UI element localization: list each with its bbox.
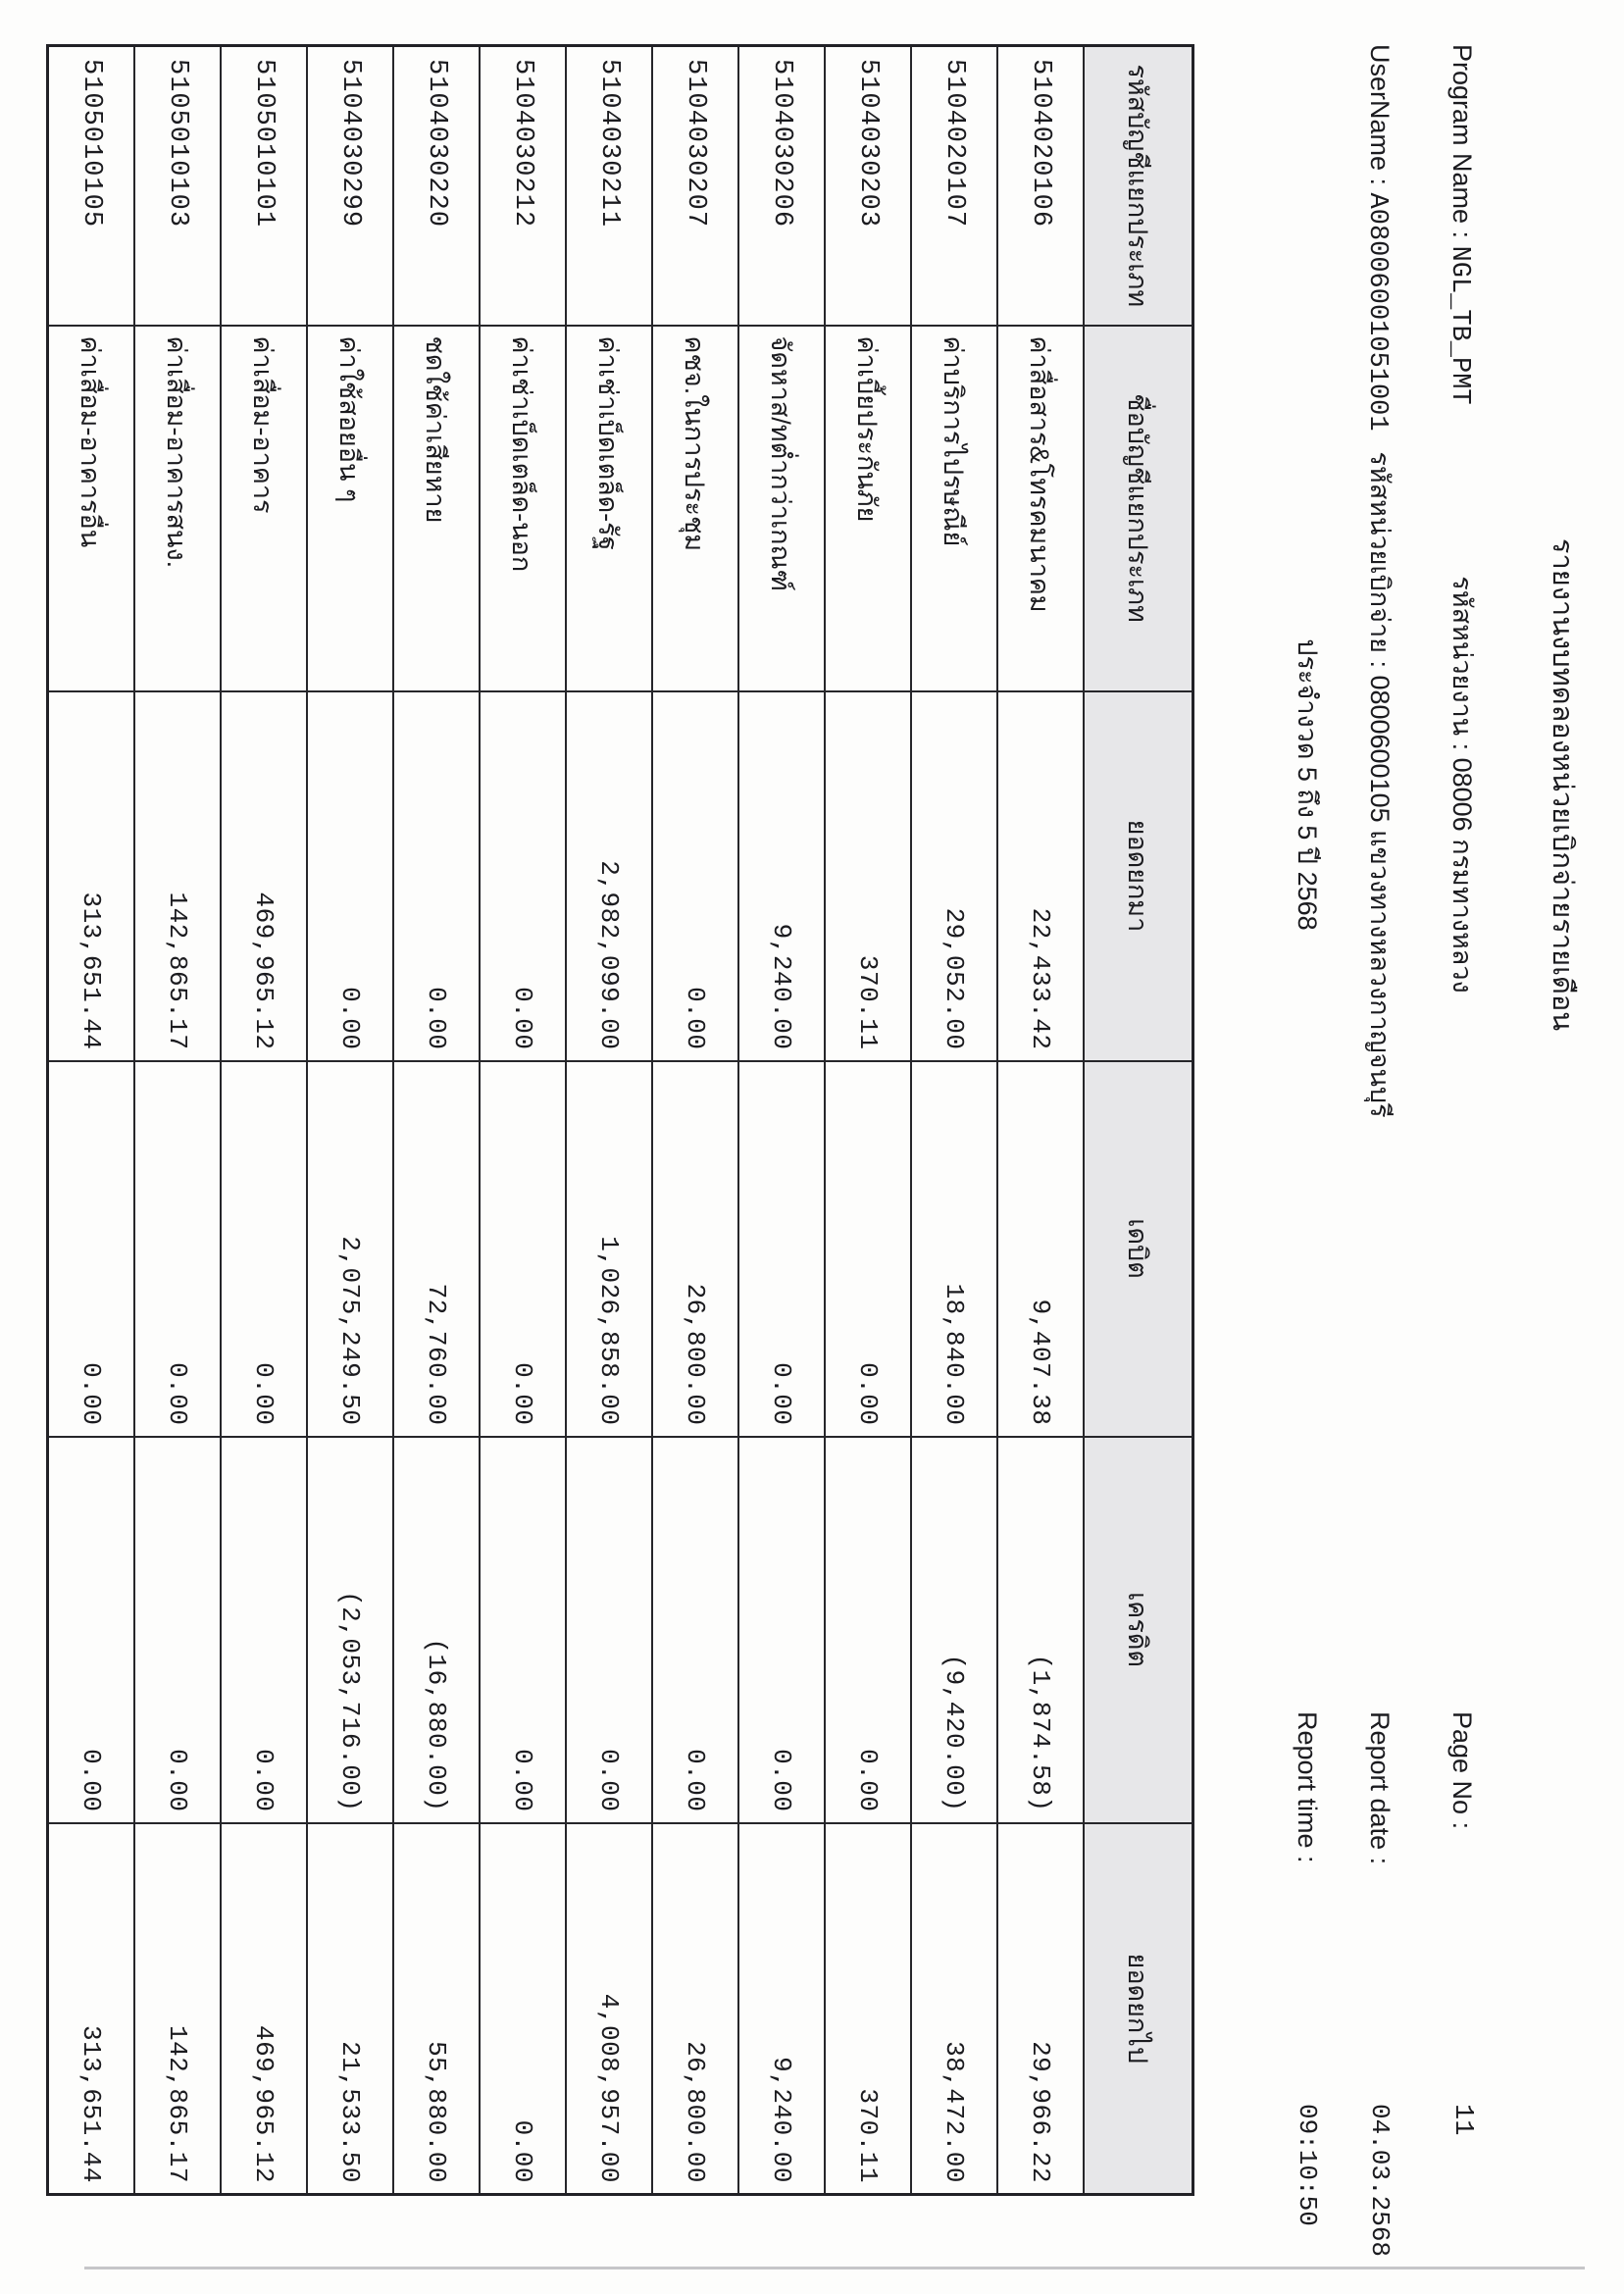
debit-cell: 0.00: [738, 1061, 825, 1437]
debit-cell: 9,407.38: [997, 1061, 1084, 1437]
period-line: ประจำงวด 5 ถึง 5 ปี 2568: [1293, 638, 1322, 931]
table-row: [911, 46, 997, 2195]
credit-cell: 0.00: [480, 1437, 566, 1823]
report-title: รายงานงบทดลองหน่วยเบิกจ่ายรายเดือน: [1547, 537, 1578, 1032]
account-code-cell: 5104030299: [307, 46, 393, 326]
credit-cell: (1,874.58): [997, 1437, 1084, 1823]
beginning-balance-cell: 0.00: [307, 691, 393, 1061]
ending-balance-cell: 29,966.22: [997, 1823, 1084, 2195]
table-row: [997, 46, 1084, 2195]
account-name-cell: ค่าสื่อสาร&โทรคมนาคม: [997, 326, 1084, 691]
credit-cell: 0.00: [221, 1437, 307, 1823]
account-code-cell: 5104030207: [652, 46, 738, 326]
ending-balance-cell: 0.00: [480, 1823, 566, 2195]
program-name-value: NGL_TB_PMT: [1445, 245, 1474, 405]
trial-balance-table: [46, 44, 1194, 2196]
account-name-cell: ค่าเสื่อม-อาคารสนง.: [134, 326, 221, 691]
beginning-balance-cell: 313,651.44: [48, 691, 135, 1061]
credit-cell: 0.00: [825, 1437, 911, 1823]
credit-cell: 0.00: [652, 1437, 738, 1823]
account-name-cell: จัดหาส/ทต่ำกว่าเกณฑ์: [738, 326, 825, 691]
page-no-label: Page No :: [1447, 1711, 1477, 1830]
beginning-balance-cell: 22,433.42: [997, 691, 1084, 1061]
username-label: UserName :: [1365, 44, 1395, 186]
debit-cell: 72,760.00: [393, 1061, 480, 1437]
account-code-cell: 5104020107: [911, 46, 997, 326]
report-date-value: 04.03.2568: [1365, 2104, 1395, 2258]
credit-cell: (2,053,716.00): [307, 1437, 393, 1823]
account-name-cell: ค่าเช่าเบ็ดเตล็ด-นอก: [480, 326, 566, 691]
table-row: [134, 46, 221, 2195]
account-name-cell: ค่าใช้สอยอื่น ๆ: [307, 326, 393, 691]
account-name-cell: ค่าเสื่อม-อาคาร: [221, 326, 307, 691]
report-date-line: [1363, 1711, 1396, 2270]
ending-balance-cell: 38,472.00: [911, 1823, 997, 2195]
beginning-balance-cell: 0.00: [393, 691, 480, 1061]
table-row: [307, 46, 393, 2195]
table-body: [48, 46, 1085, 2195]
header-account-name: ชื่อบัญชีแยกประเภท: [1084, 326, 1193, 691]
account-code-cell: 5104030220: [393, 46, 480, 326]
payment-unit-line: รหัสหน่วยเบิกจ่าย : 0800600105 แขวงทางหลวงกาญจนบุรี: [1365, 451, 1395, 1118]
ending-balance-cell: 21,533.50: [307, 1823, 393, 2195]
ending-balance-cell: 370.11: [825, 1823, 911, 2195]
account-code-cell: 5105010101: [221, 46, 307, 326]
table-row: [825, 46, 911, 2195]
debit-cell: 2,075,249.50: [307, 1061, 393, 1437]
account-name-cell: คชจ.ในการประชุม: [652, 326, 738, 691]
header-beginning-balance: ยอดยกมา: [1084, 691, 1193, 1061]
ending-balance-cell: 4,008,957.00: [566, 1823, 652, 2195]
table-row: [221, 46, 307, 2195]
account-code-cell: 5104030206: [738, 46, 825, 326]
beginning-balance-cell: 0.00: [480, 691, 566, 1061]
debit-cell: 26,800.00: [652, 1061, 738, 1437]
header-debit: เดบิต: [1084, 1061, 1193, 1437]
beginning-balance-cell: 370.11: [825, 691, 911, 1061]
debit-cell: 0.00: [48, 1061, 135, 1437]
table-row: [738, 46, 825, 2195]
credit-cell: 0.00: [738, 1437, 825, 1823]
report-time-line: [1291, 1711, 1324, 2270]
credit-cell: 0.00: [566, 1437, 652, 1823]
report-date-label: Report date :: [1365, 1711, 1395, 1865]
beginning-balance-cell: 9,240.00: [738, 691, 825, 1061]
account-code-cell: 5104030203: [825, 46, 911, 326]
program-name-label: Program Name :: [1447, 44, 1477, 239]
credit-cell: 0.00: [48, 1437, 135, 1823]
table-row: [48, 46, 135, 2195]
debit-cell: 0.00: [480, 1061, 566, 1437]
table-row: [393, 46, 480, 2195]
account-code-cell: 5104030212: [480, 46, 566, 326]
ending-balance-cell: 55,880.00: [393, 1823, 480, 2195]
header-account-code: รหัสบัญชีแยกประเภท: [1084, 46, 1193, 326]
ending-balance-cell: 469,965.12: [221, 1823, 307, 2195]
beginning-balance-cell: 0.00: [652, 691, 738, 1061]
header-ending-balance: ยอดยกไป: [1084, 1823, 1193, 2195]
beginning-balance-cell: 2,982,099.00: [566, 691, 652, 1061]
beginning-balance-cell: 142,865.17: [134, 691, 221, 1061]
account-code-cell: 5104030211: [566, 46, 652, 326]
table-row: [480, 46, 566, 2195]
account-name-cell: ค่าเบี้ยประกันภัย: [825, 326, 911, 691]
agency-line: รหัสหน่วยงาน : 08006 กรมทางหลวง: [1447, 576, 1477, 994]
scan-edge-line: [84, 2267, 1585, 2269]
page-no-line: [1446, 1711, 1479, 2270]
ending-balance-cell: 26,800.00: [652, 1823, 738, 2195]
table-row: [566, 46, 652, 2195]
header-credit: เครดิต: [1084, 1437, 1193, 1823]
ending-balance-cell: 142,865.17: [134, 1823, 221, 2195]
account-code-cell: 5105010105: [48, 46, 135, 326]
account-name-cell: ค่าเสื่อม-อาคารอื่น: [48, 326, 135, 691]
report-time-value: 09:10:50: [1293, 2104, 1322, 2226]
table-row: [652, 46, 738, 2195]
page-no-value: 11: [1447, 2104, 1477, 2136]
debit-cell: 0.00: [825, 1061, 911, 1437]
report-time-label: Report time :: [1293, 1711, 1322, 1863]
beginning-balance-cell: 29,052.00: [911, 691, 997, 1061]
account-code-cell: 5104020106: [997, 46, 1084, 326]
debit-cell: 0.00: [221, 1061, 307, 1437]
table-header-row: [1084, 46, 1193, 2195]
credit-cell: (16,880.00): [393, 1437, 480, 1823]
account-code-cell: 5105010103: [134, 46, 221, 326]
username-value: A08006001051001: [1362, 192, 1392, 432]
ending-balance-cell: 9,240.00: [738, 1823, 825, 2195]
account-name-cell: ชดใช้ค่าเสียหาย: [393, 326, 480, 691]
credit-cell: 0.00: [134, 1437, 221, 1823]
credit-cell: (9,420.00): [911, 1437, 997, 1823]
account-name-cell: ค่าบริการไปรษณีย์: [911, 326, 997, 691]
beginning-balance-cell: 469,965.12: [221, 691, 307, 1061]
ending-balance-cell: 313,651.44: [48, 1823, 135, 2195]
debit-cell: 18,840.00: [911, 1061, 997, 1437]
account-name-cell: ค่าเช่าเบ็ดเตล็ด-รัฐ: [566, 326, 652, 691]
debit-cell: 0.00: [134, 1061, 221, 1437]
debit-cell: 1,026,858.00: [566, 1061, 652, 1437]
